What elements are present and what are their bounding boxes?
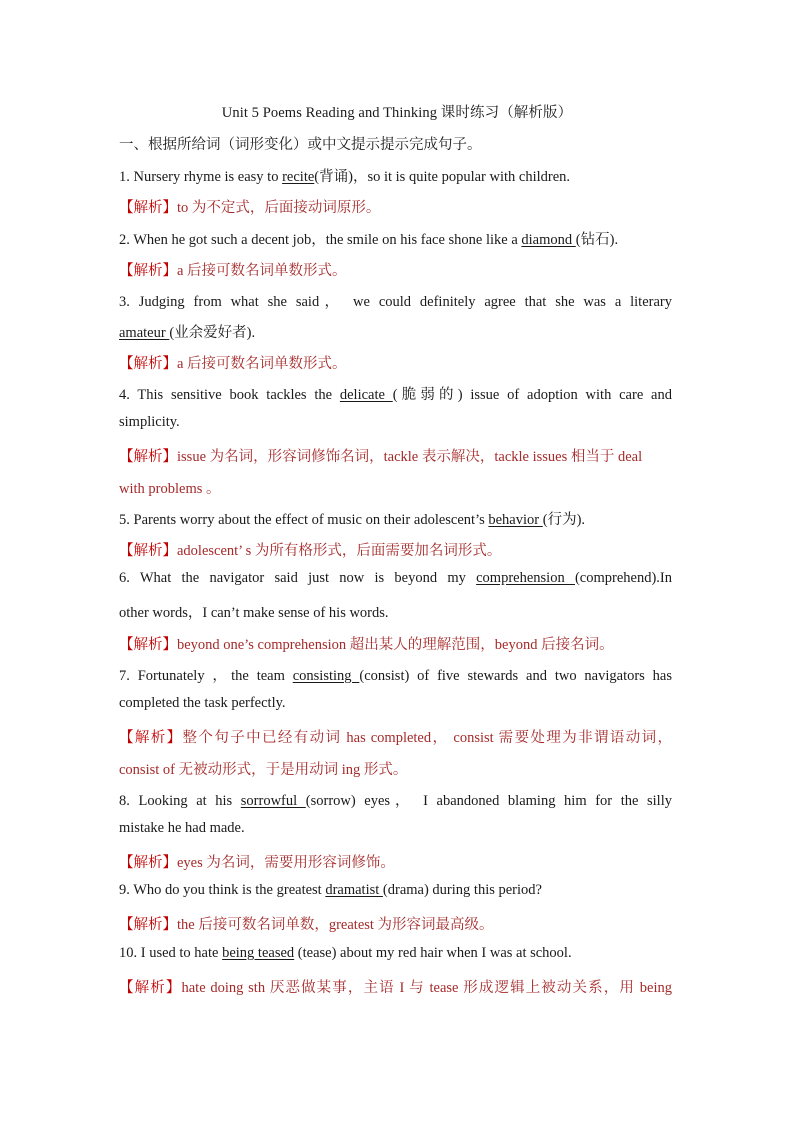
question-6-continued: other words，I can’t make sense of his words.	[119, 605, 389, 621]
explanation-6	[119, 633, 672, 654]
page-title: Unit 5 Poems Reading and Thinking 课时练习（解析版）	[221, 105, 573, 121]
answer-blank: being teased	[222, 945, 295, 961]
question-3-continued	[119, 321, 672, 342]
explanation-text: beyond one’s comprehension 超出某人的理解范围，beyond 后接名词。	[177, 637, 614, 653]
section-heading: 一、根据所给词（词形变化）或中文提示提示完成句子。	[119, 137, 482, 153]
question-text: 2. When he got such a decent job，the smile on his face shone like a	[119, 232, 522, 248]
question-8-continued: mistake he had made.	[119, 820, 245, 836]
question-4	[119, 383, 672, 404]
question-text: (钻石).	[575, 232, 619, 248]
answer-blank: diamond	[521, 232, 576, 248]
explanation-3	[119, 352, 672, 373]
explanation-8	[119, 851, 672, 872]
question-text: (脆弱的) issue of adoption with care and	[392, 387, 672, 403]
question-6	[119, 570, 672, 587]
explanation-text: issue 为名词，形容词修饰名词，tackle 表示解决，tackle issues 相当于 deal	[177, 449, 643, 465]
answer-blank: recite	[282, 169, 315, 185]
answer-blank: comprehension	[476, 570, 575, 586]
question-4-continued: simplicity.	[119, 414, 180, 430]
question-3: 3. Judging from what she said， we could definitely agree that she was a literary	[119, 294, 672, 310]
question-7	[119, 664, 672, 685]
question-text: (drama) during this period?	[382, 882, 542, 898]
question-text: (comprehend).In	[574, 570, 672, 586]
analysis-tag: 【解析】	[119, 637, 177, 653]
question-text: (背诵)，so it is quite popular with children.	[314, 169, 571, 185]
explanation-4	[119, 445, 672, 466]
question-9	[119, 882, 672, 899]
explanation-text: the 后接可数名词单数，greatest 为形容词最高级。	[177, 917, 494, 933]
question-1	[119, 165, 672, 186]
question-text: (tease) about my red hair when I was at school.	[294, 945, 572, 961]
question-text: 4. This sensitive book tackles the	[119, 387, 340, 403]
question-text: 10. I used to hate	[119, 945, 223, 961]
analysis-tag: 【解析】	[119, 917, 177, 933]
analysis-tag: 【解析】	[119, 855, 177, 871]
analysis-tag: 【解析】	[119, 263, 177, 279]
question-text: 5. Parents worry about the effect of music on their adolescent’s	[119, 512, 489, 528]
explanation-text: eyes 为名词，需要用形容词修饰。	[177, 855, 395, 871]
explanation-text: a 后接可数名词单数形式。	[177, 356, 347, 372]
explanation-text: adolescent’ s 为所有格形式，后面需要加名词形式。	[177, 543, 502, 559]
question-text: (行为).	[542, 512, 586, 528]
explanation-7-continued: consist of 无被动形式，于是用动词 ing 形式。	[119, 762, 408, 778]
analysis-tag: 【解析】	[119, 730, 183, 746]
answer-blank: dramatist	[325, 882, 383, 898]
answer-blank: behavior	[488, 512, 543, 528]
answer-blank: consisting	[292, 668, 360, 684]
question-text: 7. Fortunately ，the team	[119, 668, 293, 684]
question-text: 8. Looking at his	[119, 793, 241, 809]
explanation-text: to 为不定式，后面接动词原形。	[177, 200, 381, 216]
question-2	[119, 228, 672, 249]
analysis-tag: 【解析】	[119, 356, 177, 372]
explanation-7	[119, 726, 672, 747]
analysis-tag: 【解析】	[119, 449, 177, 465]
question-8	[119, 789, 672, 810]
explanation-5	[119, 539, 672, 560]
question-7-continued: completed the task perfectly.	[119, 695, 286, 711]
analysis-tag: 【解析】	[119, 543, 177, 559]
question-5	[119, 508, 672, 529]
explanation-text: hate doing sth 厌恶做某事，主语 I 与 tease 形成逻辑上被动关系，用 being	[181, 980, 672, 996]
explanation-1	[119, 196, 672, 217]
question-text: (业余爱好者).	[169, 325, 256, 341]
answer-blank: sorrowful	[240, 793, 306, 809]
explanation-text: a 后接可数名词单数形式。	[177, 263, 347, 279]
question-text: 1. Nursery rhyme is easy to	[119, 169, 283, 185]
explanation-2	[119, 259, 672, 280]
question-10	[119, 945, 672, 962]
question-text: (sorrow) eyes， I abandoned blaming him for the silly	[305, 793, 672, 809]
question-text: 6. What the navigator said just now is beyond my	[119, 570, 477, 586]
analysis-tag: 【解析】	[119, 980, 182, 996]
explanation-10	[119, 976, 672, 997]
analysis-tag: 【解析】	[119, 200, 177, 216]
question-text: 9. Who do you think is the greatest	[119, 882, 326, 898]
explanation-text: 整个句子中已经有动词 has completed， consist 需要处理为非谓语动词，	[182, 730, 673, 746]
answer-blank: amateur	[119, 325, 170, 341]
explanation-9	[119, 913, 672, 934]
explanation-4-continued: with problems 。	[119, 481, 221, 497]
answer-blank: delicate	[339, 387, 393, 403]
question-text: (consist) of five stewards and two navigators has	[359, 668, 672, 684]
